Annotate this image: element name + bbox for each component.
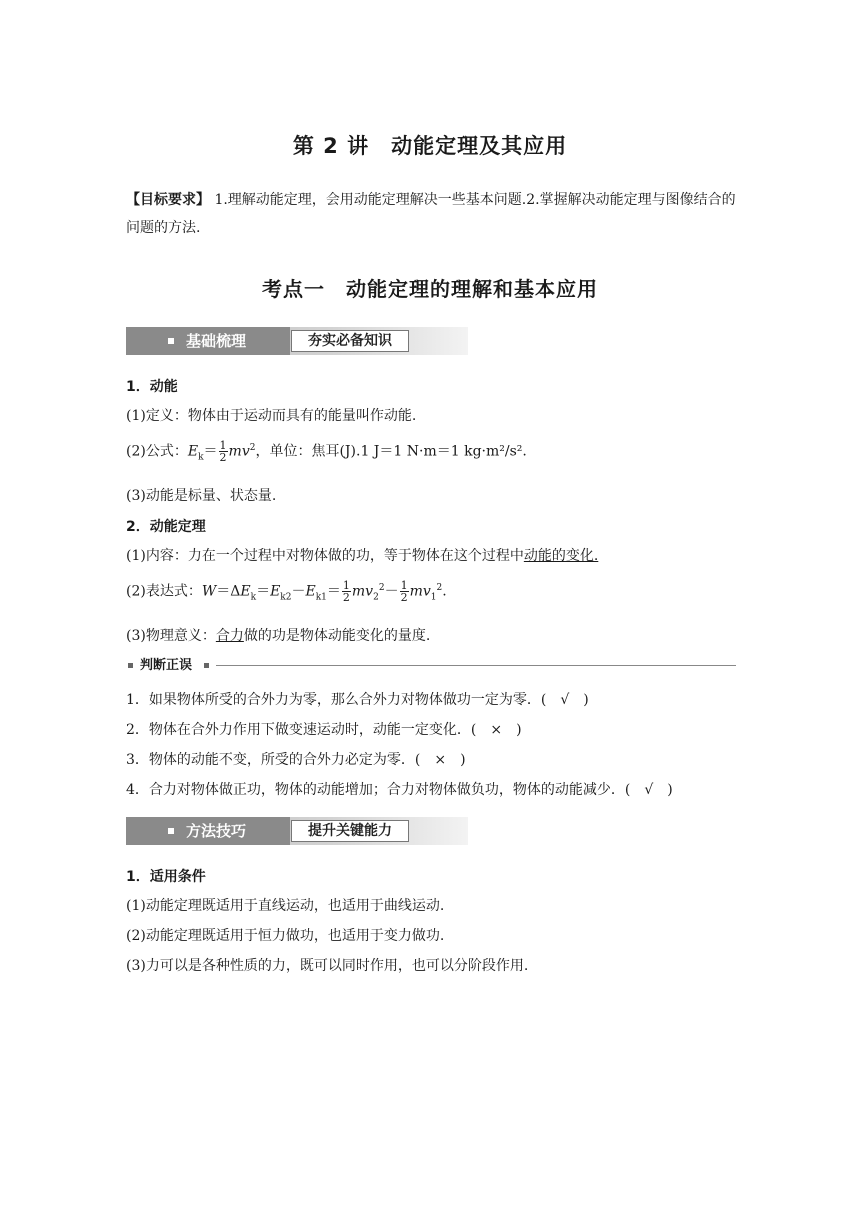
lesson-title: 第 2 讲 动能定理及其应用 — [292, 134, 568, 158]
judge-header — [126, 656, 736, 676]
judge-item: 1．如果物体所受的合外力为零，那么合外力对物体做功一定为零．( √ ) — [126, 692, 589, 708]
condition-item: (3)力可以是各种性质的力，既可以同时作用，也可以分阶段作用. — [126, 958, 529, 974]
fraction-half: $\frac{1}{2}$ — [219, 439, 227, 465]
banner-methods-tag: 提升关键能力 — [291, 820, 409, 842]
banner-methods — [126, 817, 468, 845]
banner-basics — [126, 327, 468, 355]
heading-theorem: 2．动能定理 — [126, 519, 206, 535]
banner-basics-tag: 夯实必备知识 — [291, 330, 409, 352]
ke-definition: (1)定义：物体由于运动而具有的能量叫作动能. — [126, 408, 417, 424]
square-bullet-icon — [168, 338, 174, 344]
square-bullet-icon — [204, 663, 209, 668]
theorem-blank-answer: 动能的变化. — [523, 548, 599, 564]
judge-item: 4．合力对物体做正功，物体的动能增加；合力对物体做负功，物体的动能减少．( √ ) — [126, 782, 673, 798]
learning-goals — [126, 186, 736, 242]
ke-nature: (3)动能是标量、状态量. — [126, 488, 277, 504]
banner-methods-label: 方法技巧 — [126, 817, 290, 845]
condition-item: (1)动能定理既适用于直线运动，也适用于曲线运动. — [126, 898, 445, 914]
ke-formula: (2)公式：$E_k=$ $\frac{1}{2}$ $mv^2$，单位：焦耳(J).1 J＝1 N·m＝1 kg·m²/s². — [126, 439, 527, 465]
section-title: 考点一 动能定理的理解和基本应用 — [262, 277, 598, 301]
square-bullet-icon — [168, 828, 174, 834]
goal-tag: 【目标要求】 — [126, 192, 210, 208]
square-bullet-icon — [128, 663, 133, 668]
theorem-meaning: (3)物理意义：合力做的功是物体动能变化的量度. — [126, 628, 431, 644]
heading-kinetic-energy: 1．动能 — [126, 379, 178, 395]
judge-item: 2．物体在合外力作用下做变速运动时，动能一定变化．( × ) — [126, 722, 522, 738]
judge-label: 判断正误 — [140, 658, 193, 673]
divider-line — [216, 665, 736, 666]
meaning-blank-answer: 合力 — [215, 628, 244, 644]
theorem-expression: (2)表达式：$W=\Delta E_k=E_{k2}-E_{k1}=$ $\frac{1}{2}$ $mv_2^2-$ $\frac{1}{2}$ $mv_1^2$. — [126, 579, 447, 605]
banner-basics-label: 基础梳理 — [126, 327, 290, 355]
goal-text: 1.理解动能定理，会用动能定理解决一些基本问题.2.掌握解决动能定理与图像结合的问题的方法. — [126, 192, 736, 236]
condition-item: (2)动能定理既适用于恒力做功，也适用于变力做功. — [126, 928, 445, 944]
judge-item: 3．物体的动能不变，所受的合外力必定为零．( × ) — [126, 752, 466, 768]
theorem-content: (1)内容：力在一个过程中对物体做的功，等于物体在这个过程中动能的变化. — [126, 548, 599, 564]
heading-conditions: 1．适用条件 — [126, 869, 206, 885]
